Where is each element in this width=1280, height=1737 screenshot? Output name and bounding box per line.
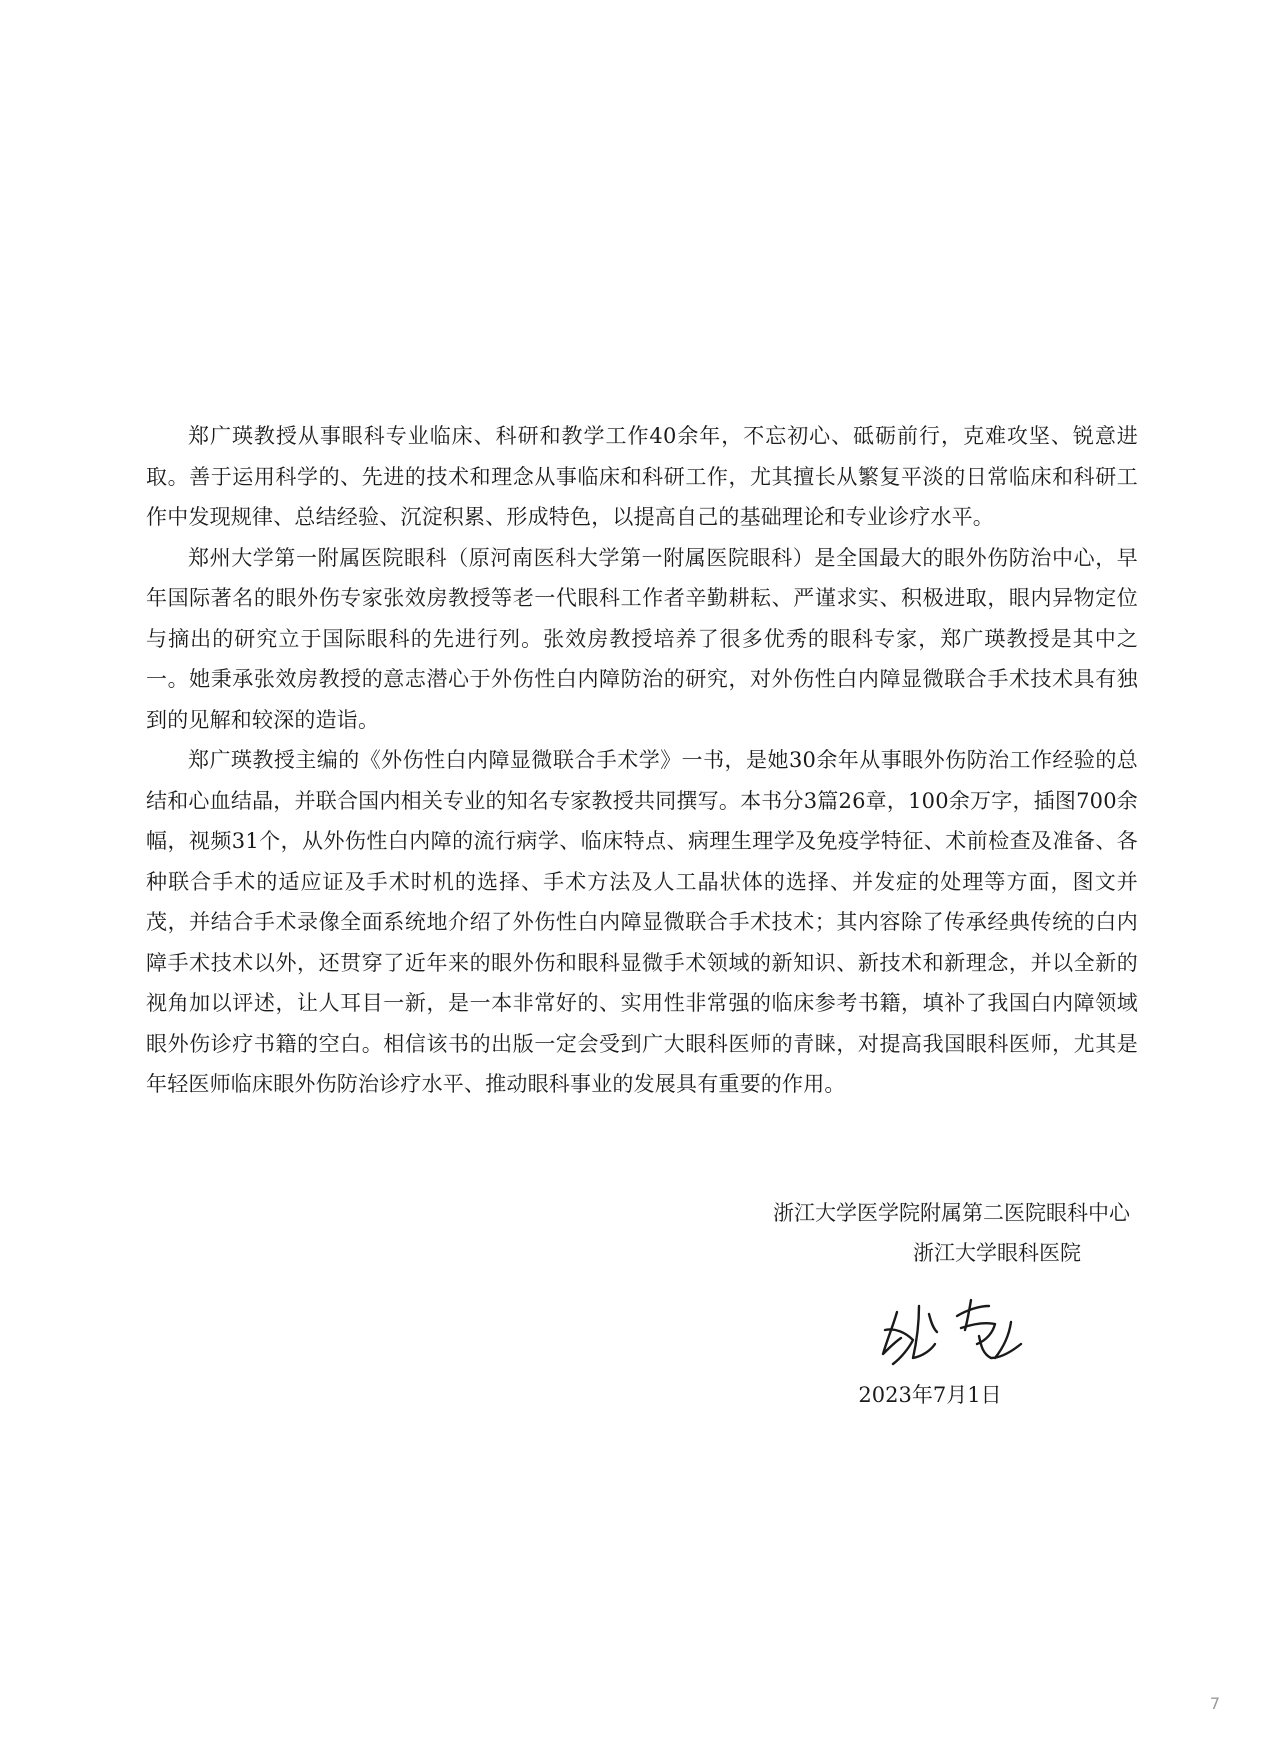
paragraph-2: 郑州大学第一附属医院眼科（原河南医科大学第一附属医院眼科）是全国最大的眼外伤防治中心，早年国际著名的眼外伤专家张效房教授等老一代眼科工作者辛勤耕耘、严谨求实、积极进取，眼内异物定位与摘出的研究立于国际眼科的先进行列。张效房教授培养了很多优秀的眼科专家，郑广瑛教授是其中之一。她秉承张效房教授的意志潜心于外伤性白内障防治的研究，对外伤性白内障显微联合手术技术具有独到的见解和较深的造诣。 (146, 545, 1138, 732)
paragraph-3: 郑广瑛教授主编的《外伤性白内障显微联合手术学》一书，是她30余年从事眼外伤防治工作经验的总结和心血结晶，并联合国内相关专业的知名专家教授共同撰写。本书分3篇26章，100余万字，插图700余幅，视频31个，从外伤性白内障的流行病学、临床特点、病理生理学及免疫学特征、术前检查及准备、各种联合手术的适应证及手术时机的选择、手术方法及人工晶状体的选择、并发症的处理等方面，图文并茂，并结合手术录像全面系统地介绍了外伤性白内障显微联合手术技术；其内容除了传承经典传统的白内障手术技术以外，还贯穿了近年来的眼外伤和眼科显微手术领域的新知识、新技术和新理念，并以全新的视角加以评述，让人耳目一新，是一本非常好的、实用性非常强的临床参考书籍，填补了我国白内障领域眼外伤诊疗书籍的空白。相信该书的出版一定会受到广大眼科医师的青睐，对提高我国眼科医师，尤其是年轻医师临床眼外伤防治诊疗水平、推动眼科事业的发展具有重要的作用。 (146, 748, 1138, 1096)
signature-block (610, 1193, 1130, 1273)
foreword-body (146, 416, 1138, 1105)
signature-organization-2: 浙江大学眼科医院 (913, 1241, 1081, 1265)
page-number: 7 (1209, 1694, 1220, 1713)
signature-date: 2023年7月1日 (858, 1383, 1002, 1407)
handwritten-signature (875, 1292, 1035, 1370)
signature-organization-1: 浙江大学医学院附属第二医院眼科中心 (773, 1201, 1130, 1225)
paragraph-1: 郑广瑛教授从事眼科专业临床、科研和教学工作40余年，不忘初心、砥砺前行，克难攻坚、锐意进取。善于运用科学的、先进的技术和理念从事临床和科研工作，尤其擅长从繁复平淡的日常临床和科研工作中发现规律、总结经验、沉淀积累、形成特色，以提高自己的基础理论和专业诊疗水平。 (146, 424, 1138, 529)
